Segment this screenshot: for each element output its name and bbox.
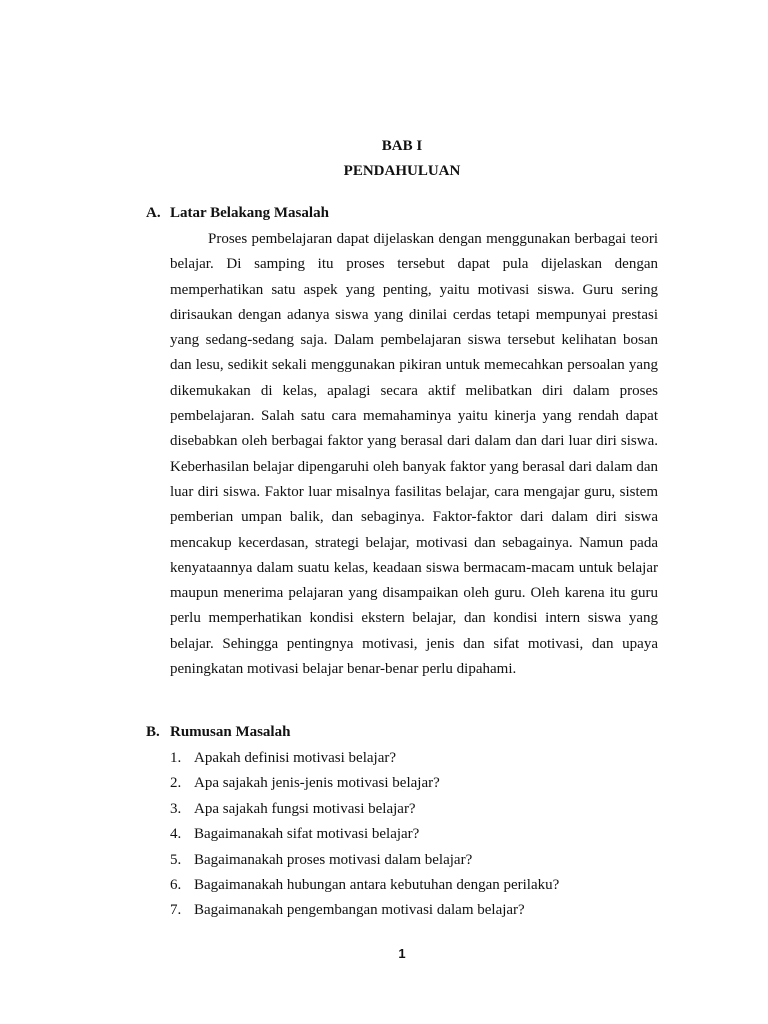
list-item — [170, 771, 559, 796]
list-item-number: 2. — [170, 775, 182, 792]
list-item — [170, 848, 559, 873]
list-item — [170, 898, 559, 923]
list-item-number: 7. — [170, 902, 182, 919]
list-item-text: Bagaimanakah hubungan antara kebutuhan dengan perilaku? — [194, 876, 560, 893]
list-item — [170, 822, 559, 847]
section-heading-a — [146, 205, 329, 222]
section-title: Rumusan Masalah — [170, 724, 291, 740]
list-item-number: 1. — [170, 750, 182, 766]
page-number: 1 — [398, 946, 406, 961]
section-title: Latar Belakang Masalah — [170, 205, 329, 221]
section-heading-b — [146, 724, 290, 741]
list-item-text: Bagaimanakah pengembangan motivasi dalam belajar? — [194, 902, 525, 919]
list-item-number: 4. — [170, 826, 182, 843]
chapter-title: PENDAHULUAN — [343, 163, 461, 179]
list-item-text: Apa sajakah jenis-jenis motivasi belajar? — [194, 775, 440, 792]
list-item-text: Apa sajakah fungsi motivasi belajar? — [194, 800, 416, 817]
list-item-text: Apakah definisi motivasi belajar? — [194, 750, 397, 766]
list-item — [170, 797, 559, 822]
list-item-number: 3. — [170, 800, 182, 817]
list-item-text: Bagaimanakah proses motivasi dalam belajar? — [194, 851, 473, 868]
section-letter: A. — [146, 205, 161, 221]
chapter-number: BAB I — [381, 138, 423, 154]
list-item-number: 5. — [170, 851, 182, 868]
list-item — [170, 746, 559, 771]
list-item-text: Bagaimanakah sifat motivasi belajar? — [194, 826, 420, 843]
background-paragraph: Proses pembelajaran dapat dijelaskan dengan menggunakan berbagai teori belajar. Di samping itu proses tersebut dapat pula dijelaskan dengan memperhatikan satu aspek yang penting, yaitu motivasi siswa. Guru sering dirisaukan dengan adanya siswa yang dinilai cerdas tetapi mempunyai prestasi yang sedang-sedang saja. Dalam pembelajaran siswa tersebut kelihatan bosan dan lesu, sedikit sekali menggunakan pikiran untuk memecahkan persoalan yang dikemukakan di kelas, apalagi secara aktif melibatkan diri dalam proses pembelajaran. Salah satu cara memahaminya yaitu kinerja yang rendah dapat disebabkan oleh berbagai faktor yang berasal dari dalam dan dari luar diri siswa. Keberhasilan belajar dipengaruhi oleh banyak faktor yang berasal dari dalam dan luar diri siswa. Faktor luar misalnya fasilitas belajar, cara mengajar guru, sistem pemberian umpan balik, dan sebaginya. Faktor-faktor dari dalam diri siswa mencakup kecerdasan, strategi belajar, motivasi dan sebagainya. Namun pada kenyataannya dalam suatu kelas, keadaan siswa bermacam-macam untuk belajar maupun menerima pelajaran yang disampaikan oleh guru. Oleh karena itu guru perlu memperhatikan kondisi ekstern belajar, dan kondisi intern siswa yang belajar. Sehingga pentingnya motivasi, jenis dan sifat motivasi, dan upaya peningkatan motivasi belajar benar-benar perlu dipahami. — [170, 231, 658, 678]
problem-list — [170, 746, 559, 924]
list-item — [170, 873, 559, 898]
list-item-number: 6. — [170, 876, 182, 893]
section-letter: B. — [146, 724, 160, 740]
